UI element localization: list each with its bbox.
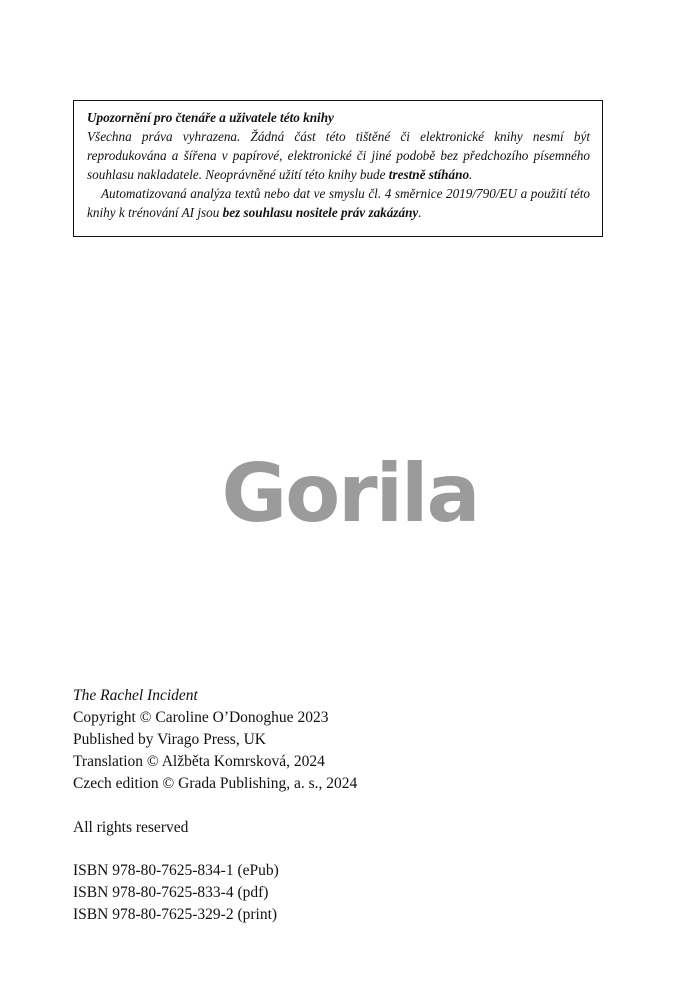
isbn-print: ISBN 978-80-7625-329-2 (print)	[73, 906, 278, 923]
legal-notice-box	[73, 100, 603, 237]
notice-paragraph-rights	[87, 127, 590, 184]
publisher-logo: Gorila	[221, 447, 479, 540]
imprint-block	[73, 685, 633, 795]
notice-title: Upozornění pro čtenáře a uživatele této knihy	[87, 110, 334, 125]
notice-paragraph-ai-text: Automatizovaná analýza textů nebo dat ve smyslu čl. 4 směrnice 2019/790/EU a použití této knihy k trénování AI jsou	[87, 186, 590, 220]
original-title: The Rachel Incident	[73, 687, 198, 704]
notice-paragraph-rights-text: Všechna práva vyhrazena. Žádná část této tištěné či elektronické knihy nesmí být reprodukována a šířena v papírové, elektronické či jiné podobě bez předchozího písemného souhlasu nakladatele. Neoprávněné užití této knihy bude	[87, 129, 590, 182]
isbn-block	[73, 860, 279, 926]
notice-paragraph-ai-end: .	[418, 205, 422, 220]
isbn-epub: ISBN 978-80-7625-834-1 (ePub)	[73, 862, 279, 879]
notice-paragraph-rights-emphasis: trestně stíháno	[388, 167, 470, 182]
translation-copyright: Translation © Alžběta Komrsková, 2024	[73, 753, 325, 770]
notice-paragraph-ai	[87, 184, 590, 222]
notice-paragraph-ai-emphasis: bez souhlasu nositele práv zakázány	[222, 205, 419, 220]
notice-paragraph-rights-end: .	[469, 167, 473, 182]
author-copyright: Copyright © Caroline O’Donoghue 2023	[73, 709, 329, 726]
czech-edition-copyright: Czech edition © Grada Publishing, a. s., 2024	[73, 775, 358, 792]
rights-statement: All rights reserved	[73, 819, 189, 836]
isbn-pdf: ISBN 978-80-7625-833-4 (pdf)	[73, 884, 269, 901]
original-publisher: Published by Virago Press, UK	[73, 731, 266, 748]
